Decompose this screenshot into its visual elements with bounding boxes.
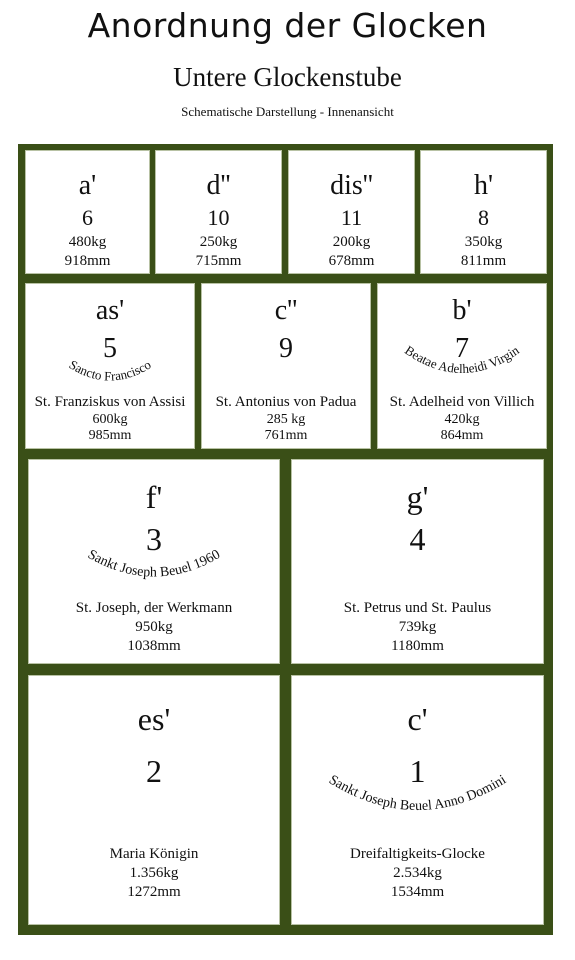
bell-weight: 420kg — [444, 412, 480, 427]
bell-cell-4 — [291, 459, 544, 664]
bell-number: 10 — [207, 205, 230, 230]
bell-name: Dreifaltigkeits-Glocke — [350, 846, 485, 862]
bell-weight: 200kg — [332, 234, 371, 250]
bell-note: h' — [473, 170, 494, 201]
bell-number: 6 — [82, 205, 93, 230]
bell-inscription: Sankt Joseph Beuel 1960 — [85, 547, 223, 581]
bell-note: c' — [407, 701, 428, 737]
bell-cell-11 — [288, 150, 415, 274]
bell-name: St. Joseph, der Werkmann — [75, 600, 233, 616]
svg-text:Sancto Francisco — [67, 357, 154, 384]
bell-weight: 1.356kg — [129, 865, 179, 881]
bell-note: as' — [95, 295, 125, 326]
bell-cell-10 — [155, 150, 282, 274]
svg-text:Sankt Joseph Beuel Anno Domini — [326, 772, 509, 814]
bell-name: St. Petrus und St. Paulus — [343, 600, 492, 616]
bell-cell-6 — [25, 150, 150, 274]
svg-text:Sankt Joseph Beuel 1960 — [85, 547, 223, 580]
diagram-caption: Schematische Darstellung - Innenansicht — [181, 104, 394, 119]
bell-weight: 600kg — [92, 412, 128, 427]
bell-note: a' — [78, 170, 97, 201]
bell-number: 8 — [478, 205, 489, 230]
bell-cell-1 — [291, 675, 544, 925]
bell-weight: 285 kg — [266, 412, 306, 427]
bell-cell-8 — [420, 150, 547, 274]
bell-weight: 350kg — [464, 234, 503, 250]
bell-diameter: 715mm — [195, 253, 242, 269]
bell-number: 1 — [409, 753, 426, 789]
bell-note: f' — [145, 479, 163, 515]
page-subtitle: Untere Glockenstube — [173, 62, 402, 92]
bell-diameter: 1038mm — [127, 638, 181, 654]
bell-number: 2 — [146, 753, 162, 789]
bell-number: 9 — [279, 333, 293, 364]
bell-diameter: 761mm — [264, 428, 308, 443]
bell-diameter: 1534mm — [390, 884, 445, 900]
bell-cell-2 — [28, 675, 280, 925]
bell-cell-7 — [377, 283, 547, 449]
bell-cell-5 — [25, 283, 195, 449]
bell-number: 3 — [146, 521, 162, 557]
bell-name: Maria Königin — [109, 846, 199, 862]
bell-weight: 950kg — [135, 619, 173, 635]
bell-number: 11 — [340, 205, 363, 230]
page-title: Anordnung der Glocken — [87, 6, 488, 45]
bell-number: 4 — [409, 521, 426, 557]
bell-inscription: Sankt Joseph Beuel Anno Domini — [326, 772, 509, 815]
bell-note: c'' — [274, 295, 298, 326]
bell-diameter: 1180mm — [391, 638, 444, 654]
bell-cell-9 — [201, 283, 371, 449]
bell-weight: 739kg — [398, 619, 437, 635]
bell-diameter: 985mm — [88, 428, 132, 443]
bell-note: dis'' — [330, 170, 373, 201]
bell-arrangement-frame — [18, 144, 553, 935]
bell-diameter: 811mm — [460, 253, 507, 269]
bell-cell-3 — [28, 459, 280, 664]
bell-inscription: Beatae Adelheidi Virgin — [402, 342, 522, 377]
bell-diameter: 864mm — [440, 428, 484, 443]
bell-note: d'' — [206, 170, 231, 201]
bell-note: b' — [452, 295, 472, 326]
bell-name: St. Franziskus von Assisi — [34, 394, 186, 410]
bell-inscription: Sancto Francisco — [66, 356, 154, 384]
bell-number: 5 — [103, 333, 117, 364]
bell-note: g' — [406, 479, 429, 515]
bell-diameter: 678mm — [328, 253, 375, 269]
bell-weight: 250kg — [199, 234, 238, 250]
bell-diameter: 1272mm — [127, 884, 181, 900]
bell-weight: 480kg — [68, 234, 107, 250]
bell-note: es' — [137, 701, 171, 737]
bell-name: St. Adelheid von Villich — [389, 394, 535, 410]
bell-diameter: 918mm — [64, 253, 111, 269]
bell-name: St. Antonius von Padua — [215, 394, 357, 410]
bell-number: 7 — [455, 333, 469, 364]
bell-weight: 2.534kg — [393, 865, 442, 881]
svg-text:Beatae Adelheidi Virgin — [402, 342, 522, 376]
